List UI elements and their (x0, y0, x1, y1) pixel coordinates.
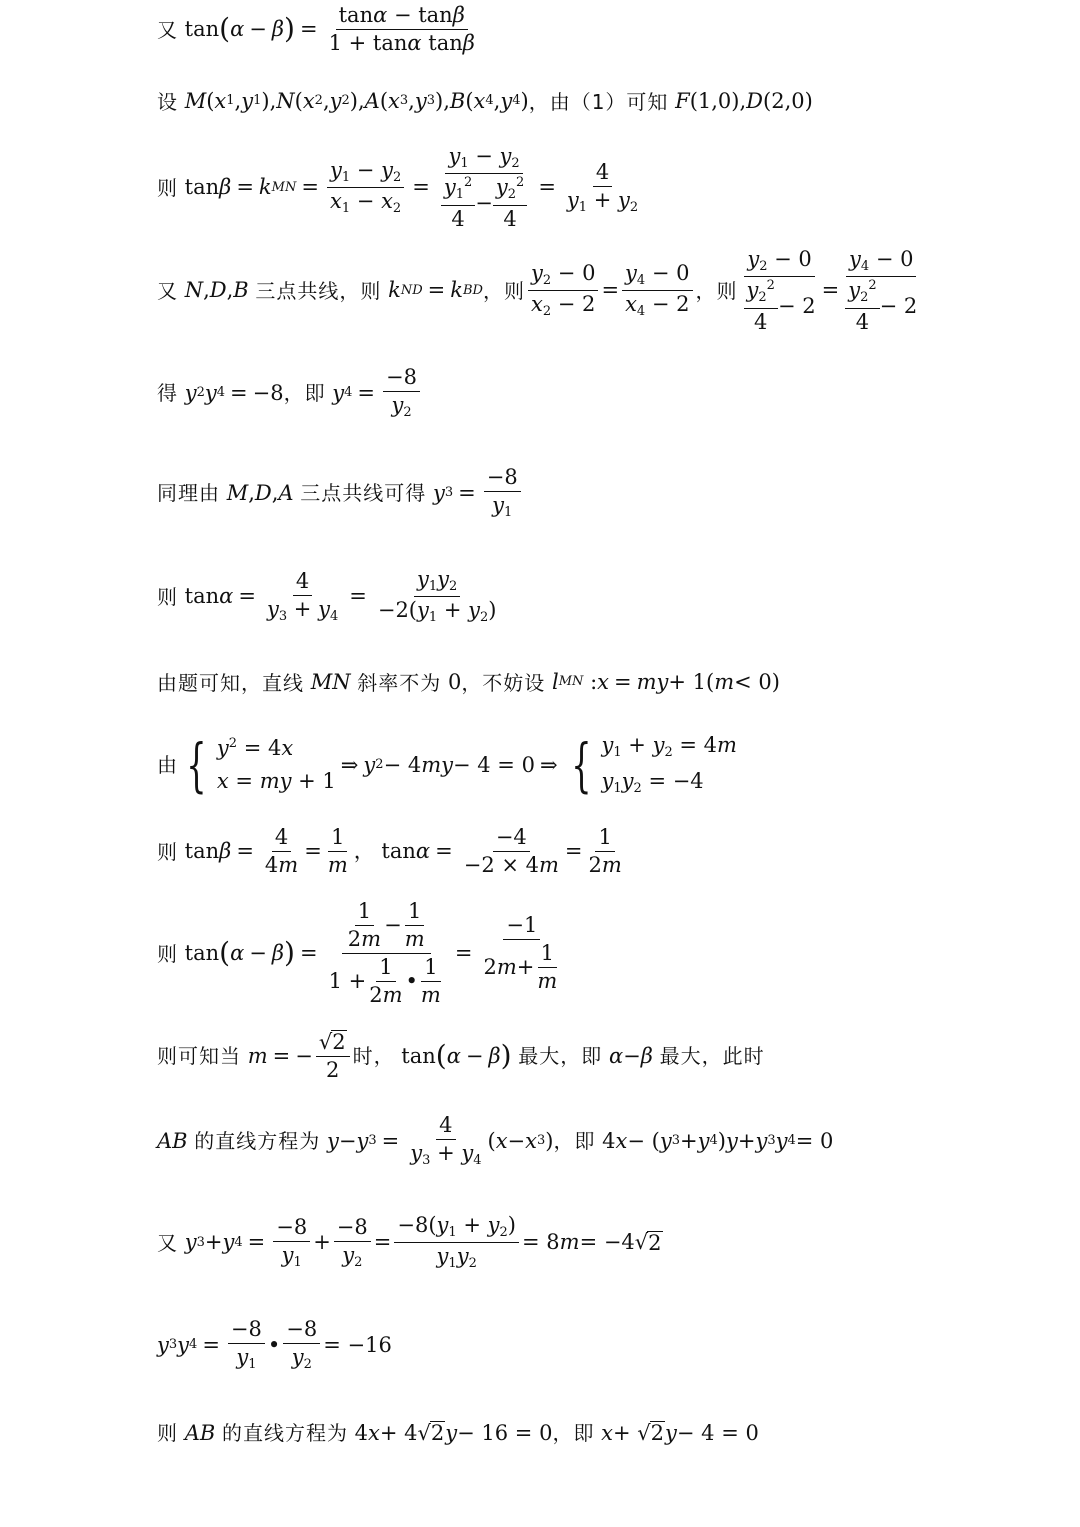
text: 又 (157, 1230, 178, 1255)
text: 由题可知，直线 (157, 670, 304, 695)
line-16: 则 AB 的直线方程为 4 x + 4√ 2 y − 16 = 0 ，即 x + √ 2 y − 4 = 0 (157, 1420, 759, 1446)
line-11: 则 tan ( α − β ) = $\frac{1}{2m}$ − $\frac{1}{m}$ 1 + $\frac{1}{2m}$ • $\frac{1}{m}$ = −1 2 m + $\frac{1}{m}$ (157, 899, 558, 1008)
line-4: 又 N , D , B 三点共线，则 k ND = k BD ，则 $\frac{y_2 - 0}{x_2 - 2}$ = $\frac{y_4 - 0}{x_4 - 2}$ ，则 $y_2 - 0$ $\frac{y_2^2}{4}$ − 2 = $y_4 - 0$ $\frac{y_2^2}{4}$ − 2 (157, 247, 918, 334)
text: 则可知当 (157, 1044, 241, 1069)
text: ，即 (553, 1129, 596, 1154)
text: 设 (157, 89, 178, 114)
line-9: 由 { $y^2 = 4x$ x = my + 1 ⇒ y 2 − 4 my − 4 = 0 ⇒ { $y_1 + y_2 = 4m$ $y_1y_2 = -4$ (157, 731, 737, 800)
text: 最大，此时 (659, 1044, 765, 1069)
text: 三点共线，则 (255, 278, 382, 303)
fraction: $\frac{\tan\alpha - \tan\beta}{\text{1 + tanα tanβ}}$ (328, 3, 475, 56)
line-5: 得 y 2 y 4 = −8 ，即 y 4 = $\frac{-8}{y_2}$ (157, 366, 423, 420)
text: ，则 (695, 278, 738, 303)
line-15: y 3 y 4 = $\frac{-8}{y_1}$ • $\frac{-8}{y_2}$ = −16 (157, 1317, 392, 1373)
line-7: 则 tan α = $\frac{4}{y_3 + y_4}$ = $\frac{y_1y_2}{-2(y_1 + y_2)}$ (157, 567, 497, 626)
text: 则 (157, 941, 178, 966)
line-12: 则可知当 m = − $\frac{√2}{2}$ 时， tan ( α − β ) 最大，即 α − β 最大，此时 (157, 1030, 765, 1083)
line-8: 由题可知，直线 MN 斜率不为 0 ，不妨设 l MN : x = my + 1( m < 0) (157, 670, 780, 695)
line-14: 又 y 3 + y 4 = $\frac{-8}{y_1}$ + $\frac{-8}{y_2}$ = $\frac{-8(y_1 + y_2)}{y_1y_2}$ = 8 m = −4√ 2 (157, 1213, 662, 1272)
text: 最大，即 (518, 1044, 603, 1069)
text: 的直线方程为 (221, 1421, 348, 1446)
text: 斜率不为 (357, 670, 442, 695)
text: 又 (157, 17, 178, 42)
text: 则 (157, 839, 178, 864)
text: 又 (157, 278, 178, 303)
line-13: AB 的直线方程为 y − y 3 = $\frac{4}{y_3 + y_4}$ ( x − x 3 ) ，即 4 x − ( y 3 + y 4 ) y + y 3 y 4 = 0 (157, 1113, 834, 1169)
text: 得 (157, 381, 178, 406)
text: 三点共线可得 (300, 481, 427, 506)
line-10: 则 tan β = $\frac{4}{4m}$ = $\frac{1}{m}$ ， tan α = $\frac{-4}{-2 \times 4m}$ = $\frac{1}{2m}$ (157, 825, 622, 878)
line-6: 同理由 M , D , A 三点共线可得 y 3 = $\frac{-8}{y_1}$ (157, 466, 524, 520)
text: ，即 (283, 381, 326, 406)
line-2: 设 M ( x 1 , y 1 ), N ( x 2 , y 2 ), A ( x 3 , y 3 ), B ( x 4 , y 4 ) ，由（1）可知 F (1,0), D (2,0) (157, 89, 813, 114)
text: 则 (157, 1421, 178, 1446)
text: 则 (157, 584, 178, 609)
text: ，不妨设 (461, 670, 546, 695)
text: 同理由 (157, 481, 220, 506)
text: ，则 (482, 278, 525, 303)
line-3: 则 tan β = k MN = $\frac{y_1 - y_2}{x_1 - x_2}$ = $y_1 - y_2$ $\frac{y_1^2}{4}$ − $\frac{y_2^2}{4}$ = $\frac{4}{y_1 + y_2}$ (157, 144, 639, 231)
line-1: 又 tan ( α − β ) = $\frac{\tan\alpha - \tan\beta}{\text{1 + tanα tanβ}}$ (157, 4, 481, 55)
text: ，由（1）可知 (528, 89, 669, 114)
text: 的直线方程为 (194, 1129, 321, 1154)
text: ，即 (552, 1421, 595, 1446)
text: 时， (352, 1044, 395, 1069)
text: 由 (157, 753, 178, 778)
text: 则 (157, 175, 178, 200)
